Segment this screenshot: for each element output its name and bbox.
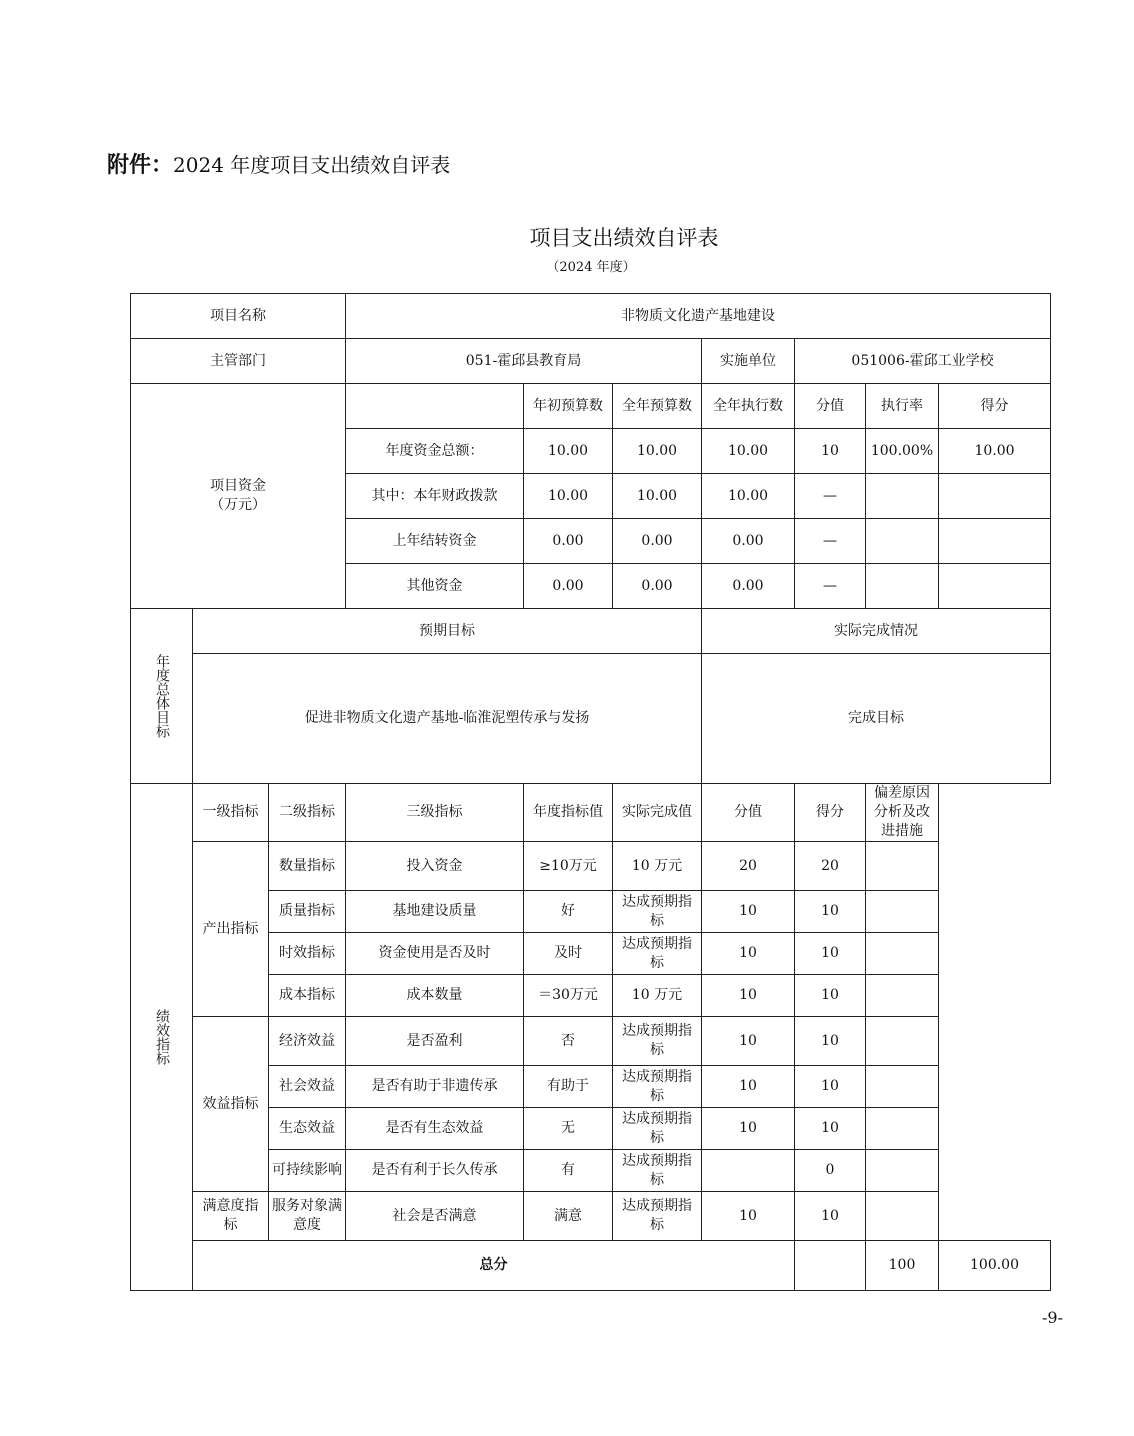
indicator-actual: 达成预期指标 [613, 1108, 702, 1150]
indicator-got: 20 [795, 842, 866, 891]
total-got: 100.00 [939, 1241, 1051, 1291]
funds-header-rate: 执行率 [866, 384, 939, 429]
project-name-value: 非物质文化遗产基地建设 [346, 294, 1051, 339]
indicator-row [131, 1108, 1051, 1150]
goals-expected-header: 预期目标 [193, 609, 702, 654]
indicator-level2: 可持续影响 [269, 1150, 346, 1192]
self-evaluation-table [130, 293, 1051, 1291]
indicator-level3: 是否有生态效益 [346, 1108, 524, 1150]
funds-cell: 0.00 [524, 519, 613, 564]
funds-row-name: 其他资金 [346, 564, 524, 609]
indicator-note [866, 1108, 939, 1150]
indicator-row [131, 1017, 1051, 1066]
funds-cell: 10.00 [702, 429, 795, 474]
indicator-note [866, 975, 939, 1017]
indicator-level2: 成本指标 [269, 975, 346, 1017]
indicator-note [866, 933, 939, 975]
indicators-header-level1: 一级指标 [193, 784, 269, 842]
goals-header-row [131, 609, 1051, 654]
indicator-level3: 是否盈利 [346, 1017, 524, 1066]
indicator-got: 10 [795, 1066, 866, 1108]
indicator-score: 20 [702, 842, 795, 891]
indicator-got: 10 [795, 891, 866, 933]
indicator-level2: 质量指标 [269, 891, 346, 933]
funds-cell: 100.00% [866, 429, 939, 474]
indicator-level1: 产出指标 [193, 842, 269, 1017]
funds-cell [939, 519, 1051, 564]
funds-cell: — [795, 519, 866, 564]
funds-cell: 0.00 [613, 564, 702, 609]
goals-actual-value: 完成目标 [702, 654, 1051, 784]
funds-row-name: 上年结转资金 [346, 519, 524, 564]
indicator-note [866, 891, 939, 933]
indicator-actual: 达成预期指标 [613, 1066, 702, 1108]
indicator-got: 10 [795, 933, 866, 975]
department-row [131, 339, 1051, 384]
indicator-note [866, 1017, 939, 1066]
total-score: 100 [866, 1241, 939, 1291]
indicator-score [702, 1150, 795, 1192]
indicator-got: 10 [795, 1192, 866, 1241]
project-name-label: 项目名称 [131, 294, 346, 339]
indicator-target: 有 [524, 1150, 613, 1192]
indicator-got: 10 [795, 1017, 866, 1066]
funds-header-row [131, 384, 1051, 429]
indicators-header-row [131, 784, 1051, 842]
funds-cell [866, 474, 939, 519]
funds-row-name: 年度资金总额： [346, 429, 524, 474]
indicators-header-level2: 二级指标 [269, 784, 346, 842]
total-label: 总分 [193, 1241, 795, 1291]
indicator-score: 10 [702, 1108, 795, 1150]
indicator-level1: 满意度指标 [193, 1192, 269, 1241]
indicators-header-target: 年度指标值 [524, 784, 613, 842]
indicator-row [131, 891, 1051, 933]
indicator-level3: 社会是否满意 [346, 1192, 524, 1241]
funds-cell: 0.00 [702, 564, 795, 609]
goals-row [131, 654, 1051, 784]
indicator-score: 10 [702, 933, 795, 975]
funds-header-got: 得分 [939, 384, 1051, 429]
indicator-level3: 是否有助于非遗传承 [346, 1066, 524, 1108]
unit-value: 051006-霍邱工业学校 [795, 339, 1051, 384]
indicators-header-got: 得分 [795, 784, 866, 842]
indicator-got: 0 [795, 1150, 866, 1192]
indicator-level2: 数量指标 [269, 842, 346, 891]
funds-cell: 0.00 [613, 519, 702, 564]
funds-cell [939, 474, 1051, 519]
funds-label: 项目资金 （万元） [131, 384, 346, 609]
indicator-target: 及时 [524, 933, 613, 975]
funds-cell [939, 564, 1051, 609]
indicator-actual: 达成预期指标 [613, 1017, 702, 1066]
indicator-level3: 是否有利于长久传承 [346, 1150, 524, 1192]
indicator-level2: 时效指标 [269, 933, 346, 975]
funds-cell: 10.00 [524, 474, 613, 519]
indicator-got: 10 [795, 1108, 866, 1150]
indicator-level2: 服务对象满意度 [269, 1192, 346, 1241]
indicators-header-level3: 三级指标 [346, 784, 524, 842]
indicator-got: 10 [795, 975, 866, 1017]
funds-cell: — [795, 564, 866, 609]
indicator-actual: 达成预期指标 [613, 933, 702, 975]
indicator-target: 满意 [524, 1192, 613, 1241]
table-subtitle: （2024 年度） [546, 260, 636, 275]
funds-cell: 10.00 [939, 429, 1051, 474]
indicator-note [866, 1150, 939, 1192]
indicator-actual: 达成预期指标 [613, 1192, 702, 1241]
indicator-target: 否 [524, 1017, 613, 1066]
funds-cell: 10.00 [613, 429, 702, 474]
funds-cell: — [795, 474, 866, 519]
indicator-score: 10 [702, 1066, 795, 1108]
funds-cell [866, 519, 939, 564]
department-value: 051-霍邱县教育局 [346, 339, 702, 384]
indicator-level3: 资金使用是否及时 [346, 933, 524, 975]
indicator-level2: 生态效益 [269, 1108, 346, 1150]
funds-header-initial-budget: 年初预算数 [524, 384, 613, 429]
funds-header-executed: 全年执行数 [702, 384, 795, 429]
department-label: 主管部门 [131, 339, 346, 384]
indicator-target: 无 [524, 1108, 613, 1150]
indicator-row [131, 933, 1051, 975]
funds-cell: 10.00 [702, 474, 795, 519]
page-number: -9- [1042, 1308, 1063, 1327]
indicator-level3: 基地建设质量 [346, 891, 524, 933]
funds-cell: 10.00 [613, 474, 702, 519]
table-title: 项目支出绩效自评表 [529, 226, 719, 250]
total-actual [795, 1241, 866, 1291]
indicator-level1: 效益指标 [193, 1017, 269, 1192]
indicator-level3: 投入资金 [346, 842, 524, 891]
indicators-header-score: 分值 [702, 784, 795, 842]
project-name-row [131, 294, 1051, 339]
indicator-actual: 达成预期指标 [613, 891, 702, 933]
indicator-level2: 经济效益 [269, 1017, 346, 1066]
indicator-score: 10 [702, 975, 795, 1017]
funds-header-annual-budget: 全年预算数 [613, 384, 702, 429]
indicator-row [131, 1192, 1051, 1241]
indicator-note [866, 1066, 939, 1108]
indicator-target: 好 [524, 891, 613, 933]
attachment-label: 附件： [107, 153, 174, 178]
indicators-label: 绩效指标 [131, 784, 193, 1291]
goals-expected-value: 促进非物质文化遗产基地-临淮泥塑传承与发扬 [193, 654, 702, 784]
indicator-level3: 成本数量 [346, 975, 524, 1017]
attachment-text: 2024 年度项目支出绩效自评表 [173, 153, 451, 177]
indicator-score: 10 [702, 1192, 795, 1241]
funds-row-name: 其中：本年财政拨款 [346, 474, 524, 519]
unit-label: 实施单位 [702, 339, 795, 384]
funds-cell: 0.00 [702, 519, 795, 564]
indicators-header-actual: 实际完成值 [613, 784, 702, 842]
indicators-header-note: 偏差原因分析及改进措施 [866, 784, 939, 842]
indicator-note [866, 1192, 939, 1241]
indicator-target: ≥10万元 [524, 842, 613, 891]
indicator-row [131, 1066, 1051, 1108]
indicator-row [131, 842, 1051, 891]
goals-label: 年度总体目标 [131, 609, 193, 784]
funds-cell: 10.00 [524, 429, 613, 474]
funds-header-score: 分值 [795, 384, 866, 429]
indicator-score: 10 [702, 891, 795, 933]
indicator-target: 有助于 [524, 1066, 613, 1108]
attachment-heading [107, 148, 450, 179]
indicator-actual: 10 万元 [613, 842, 702, 891]
funds-header-blank [346, 384, 524, 429]
indicator-actual: 达成预期指标 [613, 1150, 702, 1192]
indicator-actual: 10 万元 [613, 975, 702, 1017]
indicator-note [866, 842, 939, 891]
indicator-row [131, 1150, 1051, 1192]
indicator-level2: 社会效益 [269, 1066, 346, 1108]
goals-actual-header: 实际完成情况 [702, 609, 1051, 654]
indicator-row [131, 975, 1051, 1017]
indicator-target: ＝30万元 [524, 975, 613, 1017]
funds-cell: 0.00 [524, 564, 613, 609]
indicator-score: 10 [702, 1017, 795, 1066]
funds-cell: 10 [795, 429, 866, 474]
funds-cell [866, 564, 939, 609]
total-row [131, 1241, 1051, 1291]
